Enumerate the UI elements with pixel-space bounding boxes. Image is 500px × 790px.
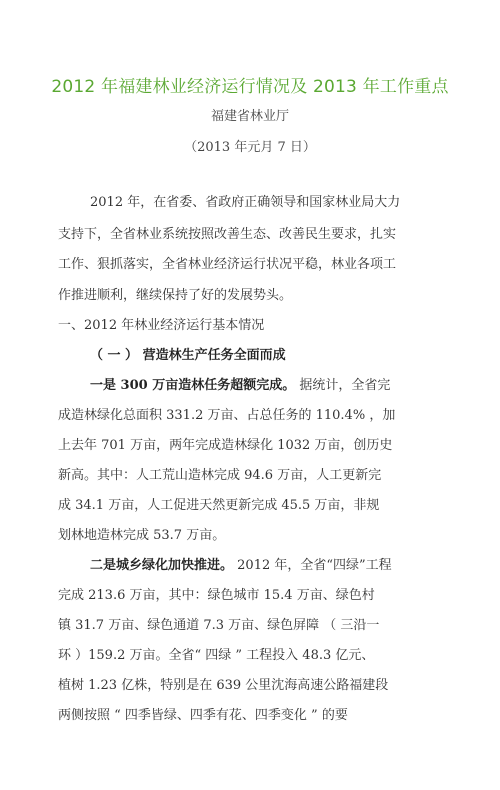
- item-text: 2012 年，全省“四绿”工程: [233, 558, 392, 573]
- item-first-line: [90, 374, 390, 393]
- intro-line: 工作、狠抓落实，全省林业经济运行状况平稳，林业各项工: [58, 257, 397, 272]
- body-line: 上去年 701 万亩，两年完成造林绿化 1032 万亩，创历史: [58, 438, 393, 453]
- body-line: 环 ）159.2 万亩。全省“ 四绿 ” 工程投入 48.3 亿元、: [58, 648, 375, 663]
- item-lead: 二是城乡绿化加快推进。: [90, 558, 234, 573]
- body-line: 新高。其中：人工荒山造林完成 94.6 万亩，人工更新完: [58, 468, 382, 483]
- item-first-line: [90, 554, 392, 573]
- body-line: 成造林绿化总面积 331.2 万亩、占总任务的 110.4% ，加: [58, 408, 396, 423]
- body-line: 两侧按照 “ 四季皆绿、四季有花、四季变化 ” 的要: [58, 708, 348, 723]
- item-lead: 一是 300 万亩造林任务超额完成。: [90, 378, 296, 393]
- body-line: 划林地造林完成 53.7 万亩。: [58, 528, 226, 543]
- intro-line: 支持下，全省林业系统按照改善生态、改善民生要求，扎实: [58, 227, 397, 242]
- body-line: 完成 213.6 万亩，其中：绿色城市 15.4 万亩、绿色村: [58, 588, 375, 603]
- body-line: 镇 31.7 万亩、绿色通道 7.3 万亩、绿色屏障 （ 三沿一: [58, 618, 380, 633]
- section-heading: 一、2012 年林业经济运行基本情况: [58, 318, 265, 333]
- intro-line: 作推进顺利，继续保持了好的发展势头。: [58, 288, 293, 303]
- body-line: 植树 1.23 亿株，特别是在 639 公里沈海高速公路福建段: [58, 678, 389, 693]
- subsection-heading: （ 一 ） 营造林生产任务全面而成: [90, 348, 286, 363]
- document-title: 2012 年福建林业经济运行情况及 2013 年工作重点: [51, 77, 449, 97]
- body-line: 成 34.1 万亩，人工促进天然更新完成 45.5 万亩，非规: [58, 498, 380, 513]
- intro-line: 2012 年，在省委、省政府正确领导和国家林业局大力: [90, 195, 401, 210]
- issuing-organization: 福建省林业厅: [210, 109, 289, 124]
- issue-date: （2013 年元月 7 日）: [184, 140, 316, 155]
- item-text: 据统计，全省完: [295, 378, 391, 393]
